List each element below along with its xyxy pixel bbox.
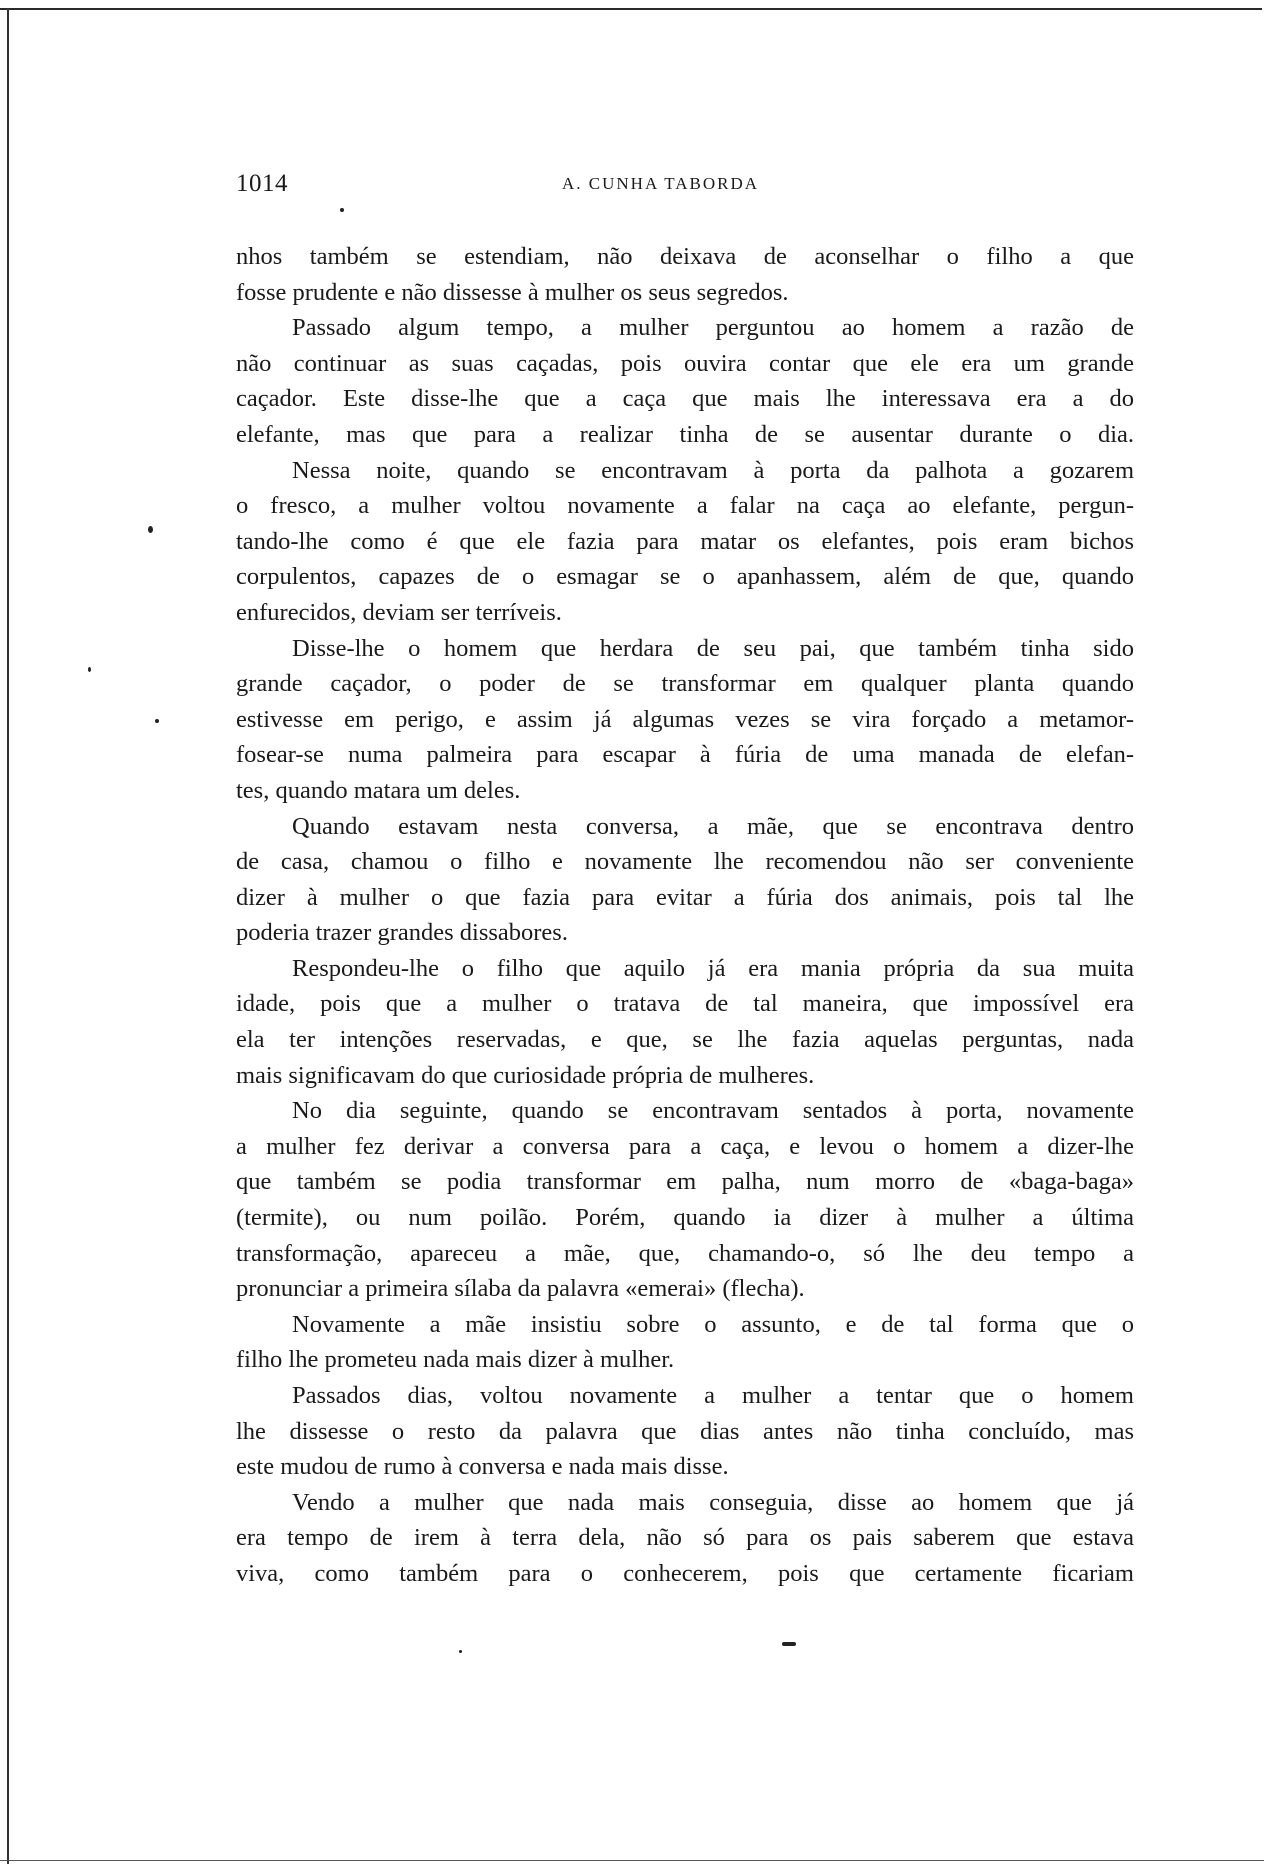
text-line: lhe dissesse o resto da palavra que dias antes não tinha concluído, mas xyxy=(236,1417,1134,1445)
text-line: era tempo de irem à terra dela, não só para os pais saberem que estava xyxy=(236,1524,1134,1552)
text-line: corpulentos, capazes de o esmagar se o apanhassem, além de que, quando xyxy=(236,563,1134,591)
text-line: Respondeu-lhe o filho que aquilo já era mania própria da sua muita xyxy=(292,954,1134,982)
scan-speck xyxy=(88,667,91,672)
text-line: viva, como também para o conhecerem, pois que certamente ficariam xyxy=(236,1559,1134,1587)
scan-speck xyxy=(340,208,344,212)
scan-speck xyxy=(782,1642,796,1646)
text-line: Vendo a mulher que nada mais conseguia, disse ao homem que já xyxy=(292,1488,1134,1516)
scan-speck xyxy=(155,719,159,723)
text-line: elefante, mas que para a realizar tinha de se ausentar durante o dia. xyxy=(236,420,1134,448)
text-line: mais significavam do que curiosidade própria de mulheres. xyxy=(236,1061,815,1089)
text-line: filho lhe prometeu nada mais dizer à mulher. xyxy=(236,1346,675,1374)
text-line: não continuar as suas caçadas, pois ouvira contar que ele era um grande xyxy=(236,349,1134,377)
page-number: 1014 xyxy=(236,170,288,197)
scan-speck xyxy=(459,1650,462,1653)
text-line: Novamente a mãe insistiu sobre o assunto, e de tal forma que o xyxy=(292,1310,1134,1338)
text-line: fosse prudente e não dissesse à mulher os seus segredos. xyxy=(236,278,789,306)
text-line: No dia seguinte, quando se encontravam sentados à porta, novamente xyxy=(292,1097,1134,1125)
text-line: Passados dias, voltou novamente a mulher a tentar que o homem xyxy=(292,1382,1134,1409)
text-line: (termite), ou num poilão. Porém, quando ia dizer à mulher a última xyxy=(236,1204,1134,1232)
text-line: tando-lhe como é que ele fazia para matar os elefantes, pois eram bichos xyxy=(236,527,1134,555)
running-head xyxy=(236,168,1136,208)
text-line: enfurecidos, deviam ser terríveis. xyxy=(236,598,562,626)
text-line: Nessa noite, quando se encontravam à porta da palhota a gozarem xyxy=(292,456,1134,484)
page-frame-bottom xyxy=(0,1860,1264,1861)
page-frame-top xyxy=(0,8,1262,10)
text-line: este mudou de rumo à conversa e nada mais disse. xyxy=(236,1453,729,1481)
text-line: pronunciar a primeira sílaba da palavra «emerai» (flecha). xyxy=(236,1275,805,1303)
text-line: ela ter intenções reservadas, e que, se lhe fazia aquelas perguntas, nada xyxy=(236,1026,1134,1054)
text-line: caçador. Este disse-lhe que a caça que mais lhe interessava era a do xyxy=(236,385,1134,413)
text-line: dizer à mulher o que fazia para evitar a fúria dos animais, pois tal lhe xyxy=(236,883,1134,911)
scan-speck xyxy=(148,526,153,533)
text-line: fosear-se numa palmeira para escapar à fúria de uma manada de elefan- xyxy=(236,741,1134,769)
running-title: A. CUNHA TABORDA xyxy=(562,174,760,193)
text-line: Quando estavam nesta conversa, a mãe, que se encontrava dentro xyxy=(292,812,1134,840)
text-line: de casa, chamou o filho e novamente lhe recomendou não ser conveniente xyxy=(236,848,1134,876)
text-line: estivesse em perigo, e assim já algumas vezes se vira forçado a metamor- xyxy=(236,705,1134,733)
text-line: a mulher fez derivar a conversa para a caça, e levou o homem a dizer-lhe xyxy=(236,1132,1134,1160)
text-line: Disse-lhe o homem que herdara de seu pai, que também tinha sido xyxy=(292,634,1134,662)
text-line: o fresco, a mulher voltou novamente a falar na caça ao elefante, pergun- xyxy=(236,492,1134,520)
text-line: tes, quando matara um deles. xyxy=(236,776,521,804)
page-frame-left xyxy=(7,8,9,1864)
text-line: grande caçador, o poder de se transformar em qualquer planta quando xyxy=(236,670,1134,698)
text-line: transformação, apareceu a mãe, que, chamando-o, só lhe deu tempo a xyxy=(236,1239,1134,1267)
text-line: nhos também se estendiam, não deixava de aconselhar o filho a que xyxy=(236,243,1134,270)
body-text xyxy=(236,239,1134,1592)
text-line: idade, pois que a mulher o tratava de tal maneira, que impossível era xyxy=(236,990,1134,1018)
text-line: poderia trazer grandes dissabores. xyxy=(236,919,568,947)
text-line: Passado algum tempo, a mulher perguntou ao homem a razão de xyxy=(292,314,1134,342)
text-line: que também se podia transformar em palha, num morro de «baga-baga» xyxy=(236,1168,1134,1196)
